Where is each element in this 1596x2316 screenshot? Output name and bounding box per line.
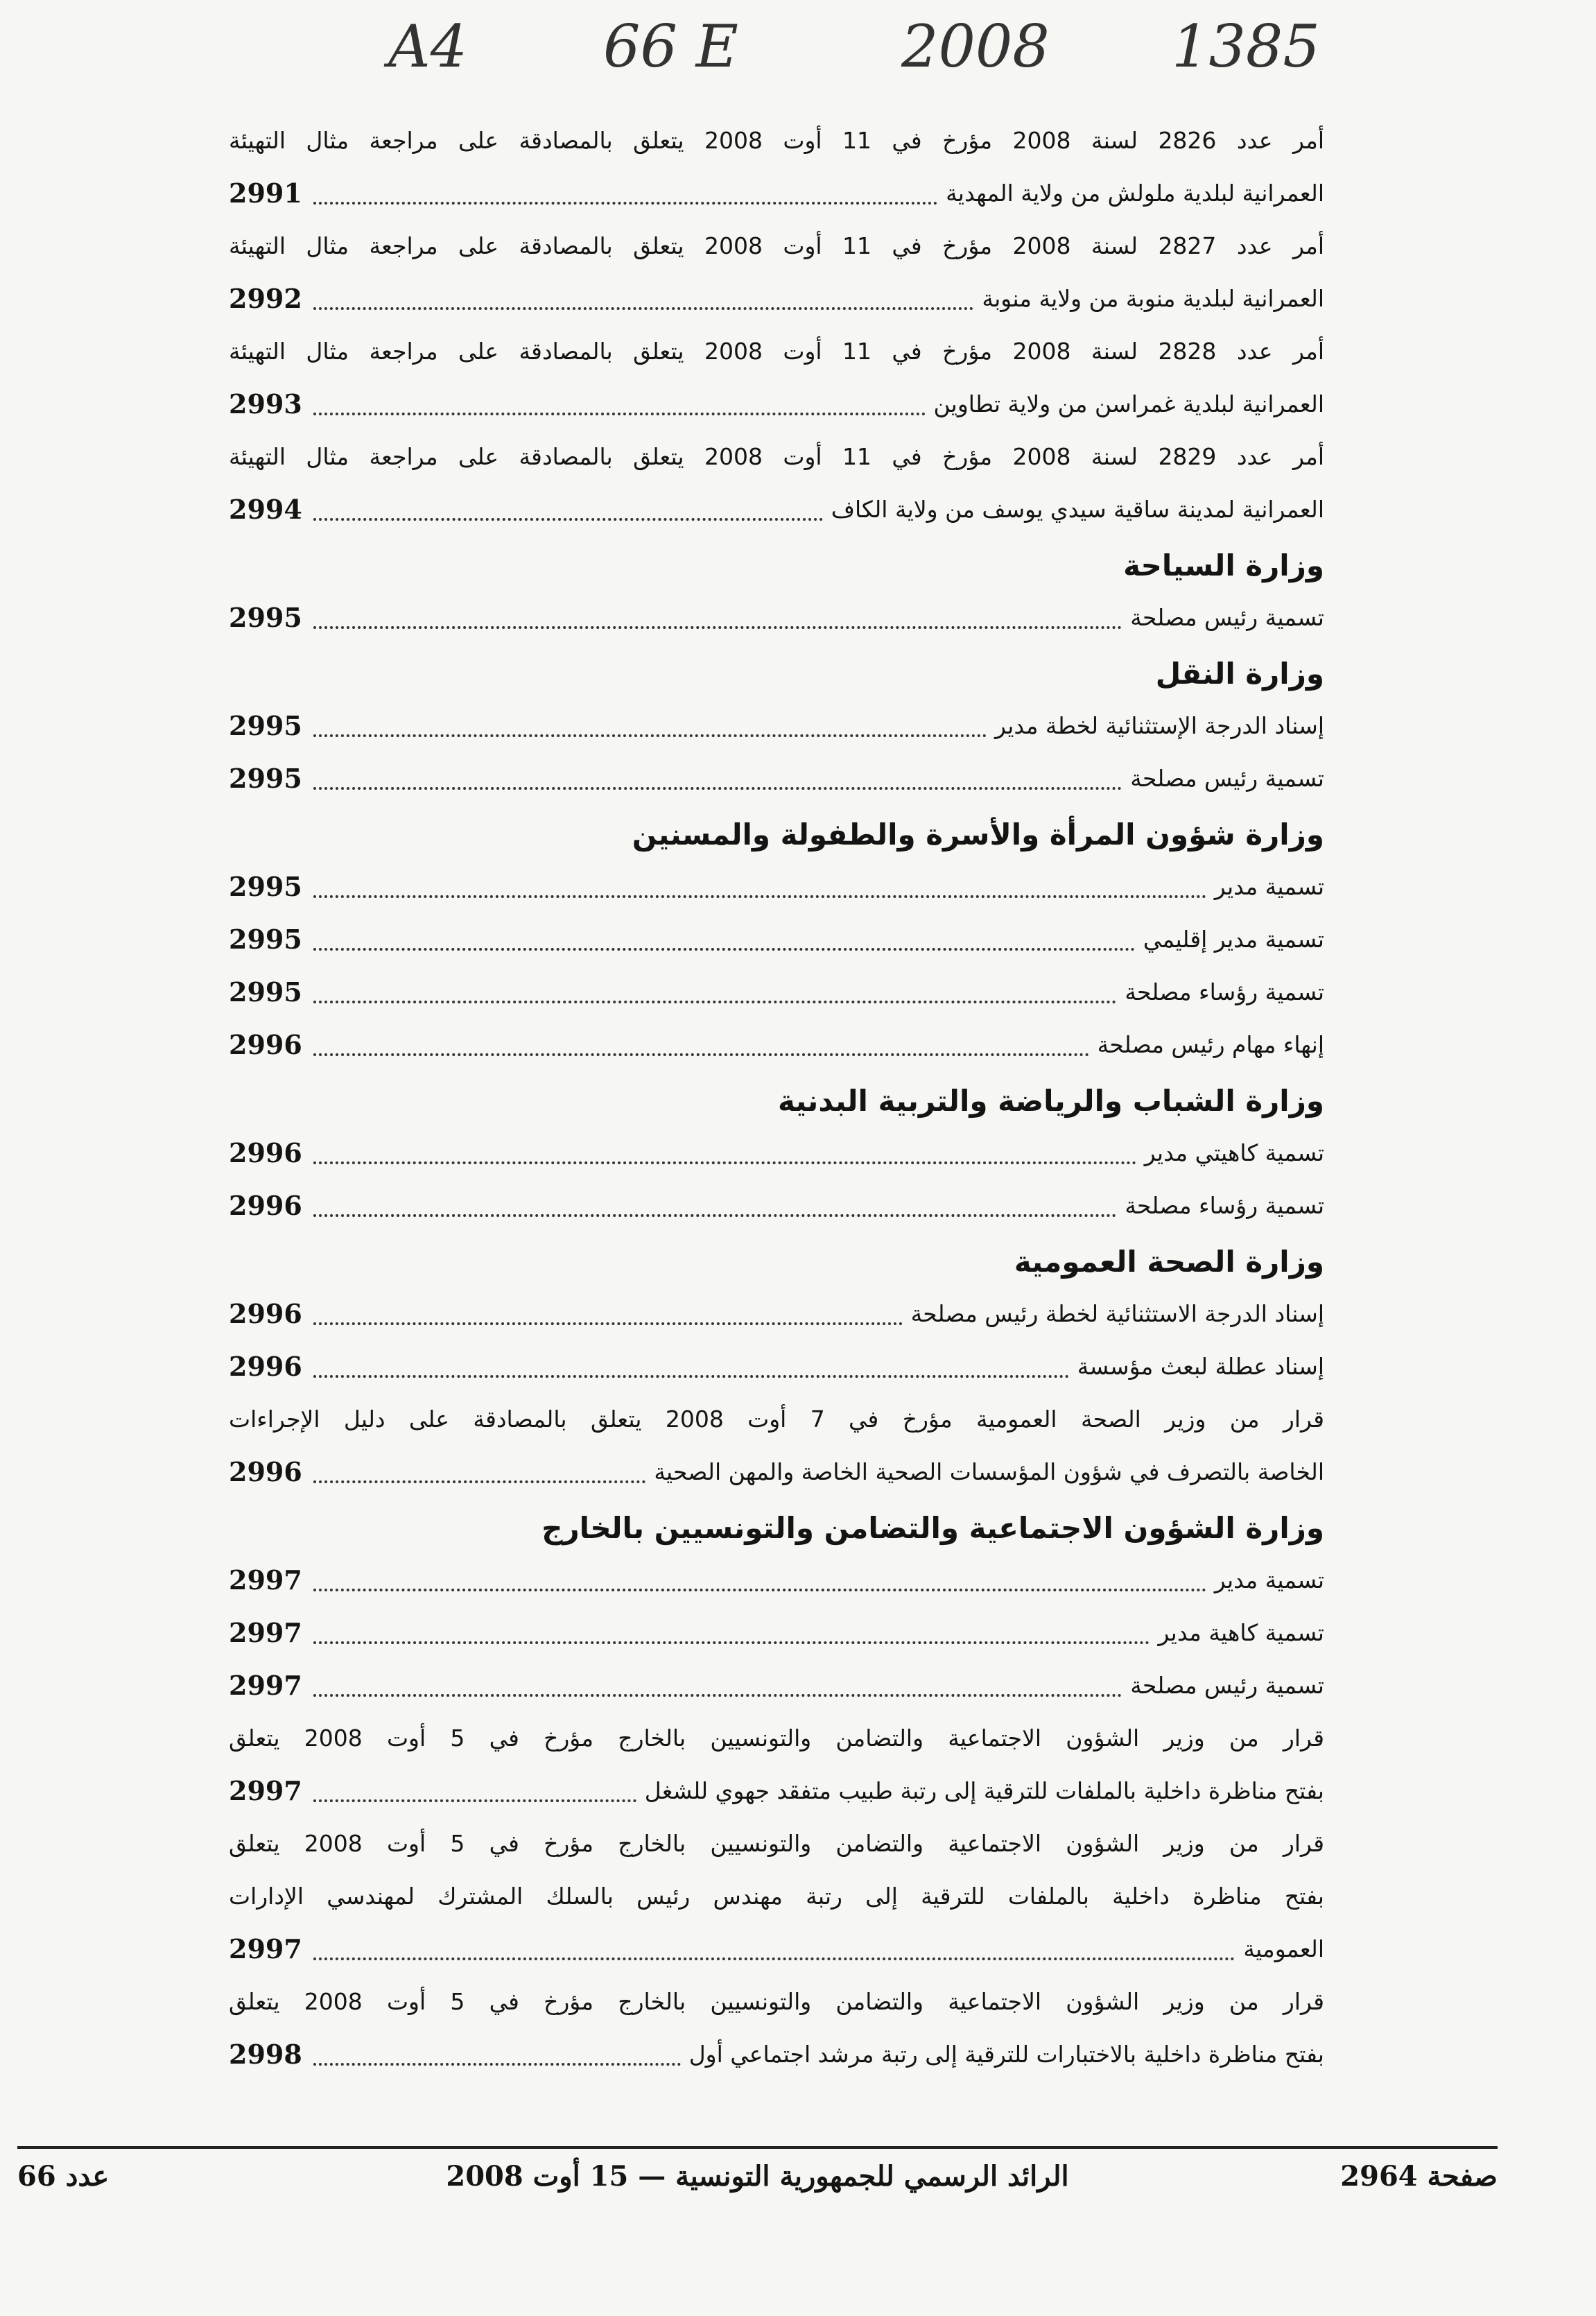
ministry-heading: وزارة الشباب والرياضة والتربية البدنية bbox=[777, 1084, 1324, 1118]
dot-leader bbox=[313, 1799, 636, 1802]
dot-leader bbox=[313, 1214, 1116, 1217]
page-number: 2997 bbox=[229, 1933, 302, 1964]
entry-text: تسمية رئيس مصلحة bbox=[1130, 1672, 1324, 1699]
page-number: 2996 bbox=[229, 1137, 302, 1168]
entry-line bbox=[229, 752, 1324, 805]
dot-leader bbox=[313, 1375, 1069, 1378]
entry-line bbox=[229, 1659, 1324, 1712]
entry-line bbox=[229, 167, 1324, 220]
entry-text: العمرانية لبلدية ملولش من ولاية المهدية bbox=[946, 180, 1324, 207]
toc-item bbox=[229, 1127, 1324, 1179]
entry-line bbox=[229, 220, 1324, 273]
toc-item bbox=[229, 1019, 1324, 1071]
entry-text: تسمية رئيس مصلحة bbox=[1130, 604, 1324, 631]
toc-item bbox=[229, 1607, 1324, 1659]
page-number: 2992 bbox=[229, 283, 302, 314]
footer-divider bbox=[17, 2146, 1498, 2149]
entry-text: تسمية رؤساء مصلحة bbox=[1125, 978, 1324, 1005]
handwritten-annotations bbox=[388, 12, 1331, 89]
handwritten-note-number: 1385 bbox=[1172, 12, 1320, 80]
page-number: 2995 bbox=[229, 924, 302, 955]
entry-text: إنهاء مهام رئيس مصلحة bbox=[1097, 1031, 1324, 1058]
ministry-heading: وزارة السياحة bbox=[1123, 548, 1324, 582]
entry-text: قرار من وزير الشؤون الاجتماعية والتضامن والتونسيين بالخارج مؤرخ في 5 أوت 2008 يتعلق bbox=[229, 1725, 1324, 1752]
entry-text: إسناد الدرجة الإستثنائية لخطة مدير bbox=[995, 712, 1324, 739]
entry-text: بفتح مناظرة داخلية بالملفات للترقية إلى رتبة طبيب متفقد جهوي للشغل bbox=[644, 1777, 1324, 1804]
toc-item bbox=[229, 861, 1324, 913]
entry-text: إسناد عطلة لبعث مؤسسة bbox=[1077, 1353, 1324, 1380]
handwritten-note-a4: A4 bbox=[388, 12, 468, 80]
entry-text: تسمية رؤساء مصلحة bbox=[1125, 1192, 1324, 1219]
dot-leader bbox=[313, 895, 1206, 898]
page-number: 2996 bbox=[229, 1351, 302, 1382]
dot-leader bbox=[313, 1001, 1116, 1003]
page-number: 2995 bbox=[229, 763, 302, 794]
entry-text: الخاصة بالتصرف في شؤون المؤسسات الصحية الخاصة والمهن الصحية bbox=[654, 1458, 1324, 1485]
entry-line bbox=[229, 1607, 1324, 1659]
table-of-contents bbox=[229, 114, 1324, 2081]
entry-line bbox=[229, 1446, 1324, 1498]
entry-line bbox=[229, 1817, 1324, 1870]
entry-line bbox=[229, 1923, 1324, 1976]
entry-text: تسمية مدير bbox=[1214, 1566, 1324, 1593]
toc-item bbox=[229, 1179, 1324, 1232]
entry-line bbox=[229, 325, 1324, 378]
entry-line bbox=[229, 700, 1324, 752]
dot-leader bbox=[313, 734, 987, 737]
entry-line bbox=[229, 591, 1324, 644]
entry-text: تسمية كاهية مدير bbox=[1158, 1619, 1324, 1646]
entry-line bbox=[229, 1870, 1324, 1923]
ministry-heading: وزارة شؤون المرأة والأسرة والطفولة والمسنين bbox=[632, 818, 1324, 852]
entry-text: تسمية كاهيتي مدير bbox=[1144, 1139, 1324, 1166]
entry-line bbox=[229, 861, 1324, 913]
entry-line bbox=[229, 431, 1324, 483]
dot-leader bbox=[313, 518, 823, 521]
dot-leader bbox=[313, 1958, 1235, 1960]
entry-text: أمر عدد 2828 لسنة 2008 مؤرخ في 11 أوت 2008 يتعلق بالمصادقة على مراجعة مثال التهيئة bbox=[229, 338, 1324, 365]
entry-line bbox=[229, 2028, 1324, 2081]
dot-leader bbox=[313, 1694, 1122, 1697]
page-number: 2991 bbox=[229, 178, 302, 209]
page-number: 2995 bbox=[229, 976, 302, 1008]
dot-leader bbox=[313, 413, 926, 415]
page-number: 2997 bbox=[229, 1564, 302, 1596]
entry-line bbox=[229, 1393, 1324, 1446]
dot-leader bbox=[313, 202, 937, 205]
entry-text: قرار من وزير الشؤون الاجتماعية والتضامن والتونسيين بالخارج مؤرخ في 5 أوت 2008 يتعلق bbox=[229, 1830, 1324, 1857]
toc-item bbox=[229, 1659, 1324, 1712]
entry-line bbox=[229, 1976, 1324, 2028]
toc-entry bbox=[229, 1393, 1324, 1498]
page-footer bbox=[17, 2160, 1498, 2202]
entry-text: أمر عدد 2827 لسنة 2008 مؤرخ في 11 أوت 2008 يتعلق بالمصادقة على مراجعة مثال التهيئة bbox=[229, 232, 1324, 259]
dot-leader bbox=[313, 1161, 1136, 1164]
page-number: 2996 bbox=[229, 1298, 302, 1329]
entry-line bbox=[229, 913, 1324, 966]
dot-leader bbox=[313, 307, 973, 310]
entry-line bbox=[229, 1712, 1324, 1765]
entry-line bbox=[229, 483, 1324, 536]
page-number: 2995 bbox=[229, 710, 302, 741]
toc-entry bbox=[229, 220, 1324, 325]
entry-text: بفتح مناظرة داخلية بالملفات للترقية إلى رتبة مهندس رئيس بالسلك المشترك لمهندسي الإدارات bbox=[229, 1883, 1324, 1910]
dot-leader bbox=[313, 948, 1135, 951]
page-number: 2997 bbox=[229, 1670, 302, 1701]
ministry-heading: وزارة الصحة العمومية bbox=[1014, 1245, 1324, 1279]
entry-line bbox=[229, 966, 1324, 1019]
dot-leader bbox=[313, 1322, 903, 1325]
page-number: 2996 bbox=[229, 1456, 302, 1487]
dot-leader bbox=[313, 1053, 1089, 1056]
toc-item bbox=[229, 1288, 1324, 1340]
toc-item bbox=[229, 1554, 1324, 1607]
dot-leader bbox=[313, 1480, 645, 1483]
page-number: 2997 bbox=[229, 1775, 302, 1806]
entry-text: أمر عدد 2826 لسنة 2008 مؤرخ في 11 أوت 2008 يتعلق بالمصادقة على مراجعة مثال التهيئة bbox=[229, 127, 1324, 154]
page-number: 2994 bbox=[229, 494, 302, 525]
dot-leader bbox=[313, 626, 1122, 629]
page-number: 2998 bbox=[229, 2039, 302, 2070]
toc-item bbox=[229, 700, 1324, 752]
entry-text: العمرانية لبلدية غمراسن من ولاية تطاوين bbox=[933, 390, 1324, 417]
page-number-label: صفحة 2964 bbox=[1340, 2160, 1498, 2193]
page-number: 2996 bbox=[229, 1029, 302, 1060]
entry-text: تسمية مدير إقليمي bbox=[1143, 926, 1324, 953]
entry-text: بفتح مناظرة داخلية بالاختبارات للترقية إلى رتبة مرشد اجتماعي أول bbox=[688, 2041, 1324, 2068]
toc-entry bbox=[229, 1712, 1324, 1817]
ministry-heading: وزارة الشؤون الاجتماعية والتضامن والتونسيين بالخارج bbox=[541, 1511, 1324, 1545]
page-number: 2997 bbox=[229, 1617, 302, 1648]
entry-line bbox=[229, 1554, 1324, 1607]
page-number: 2995 bbox=[229, 871, 302, 902]
page-number: 2995 bbox=[229, 602, 302, 633]
entry-line bbox=[229, 1179, 1324, 1232]
page-number: 2993 bbox=[229, 388, 302, 420]
handwritten-note-year: 2008 bbox=[901, 12, 1050, 80]
dot-leader bbox=[313, 1641, 1150, 1644]
entry-text: العمرانية لمدينة ساقية سيدي يوسف من ولاية الكاف bbox=[831, 496, 1324, 523]
toc-item bbox=[229, 913, 1324, 966]
entry-text: تسمية رئيس مصلحة bbox=[1130, 765, 1324, 792]
entry-text: أمر عدد 2829 لسنة 2008 مؤرخ في 11 أوت 2008 يتعلق بالمصادقة على مراجعة مثال التهيئة bbox=[229, 443, 1324, 470]
entry-text: قرار من وزير الشؤون الاجتماعية والتضامن والتونسيين بالخارج مؤرخ في 5 أوت 2008 يتعلق bbox=[229, 1988, 1324, 2015]
toc-entry bbox=[229, 431, 1324, 536]
journal-title: الرائد الرسمي للجمهورية التونسية — 15 أوت 2008 bbox=[446, 2160, 1069, 2193]
entry-line bbox=[229, 114, 1324, 167]
dot-leader bbox=[313, 787, 1122, 790]
handwritten-note-issue: 66 E bbox=[603, 12, 738, 80]
entry-text: قرار من وزير الصحة العمومية مؤرخ في 7 أوت 2008 يتعلق بالمصادقة على دليل الإجراءات bbox=[229, 1406, 1324, 1433]
toc-entry bbox=[229, 1817, 1324, 1976]
toc-item bbox=[229, 591, 1324, 644]
entry-text: العمومية bbox=[1243, 1935, 1324, 1962]
entry-line bbox=[229, 1127, 1324, 1179]
issue-number: عدد 66 bbox=[17, 2160, 110, 2193]
entry-text: تسمية مدير bbox=[1214, 873, 1324, 900]
entry-text: العمرانية لبلدية منوبة من ولاية منوبة bbox=[982, 285, 1324, 312]
toc-item bbox=[229, 752, 1324, 805]
toc-item bbox=[229, 1340, 1324, 1393]
page-number: 2996 bbox=[229, 1190, 302, 1221]
dot-leader bbox=[313, 2063, 681, 2066]
entry-line bbox=[229, 1019, 1324, 1071]
toc-entry bbox=[229, 325, 1324, 431]
ministry-heading: وزارة النقل bbox=[1155, 657, 1324, 691]
entry-line bbox=[229, 378, 1324, 431]
entry-line bbox=[229, 1340, 1324, 1393]
entry-line bbox=[229, 1288, 1324, 1340]
toc-item bbox=[229, 966, 1324, 1019]
toc-entry bbox=[229, 1976, 1324, 2081]
dot-leader bbox=[313, 1589, 1206, 1591]
entry-line bbox=[229, 273, 1324, 325]
entry-line bbox=[229, 1765, 1324, 1817]
toc-entry bbox=[229, 114, 1324, 220]
entry-text: إسناد الدرجة الاستثنائية لخطة رئيس مصلحة bbox=[910, 1300, 1324, 1327]
